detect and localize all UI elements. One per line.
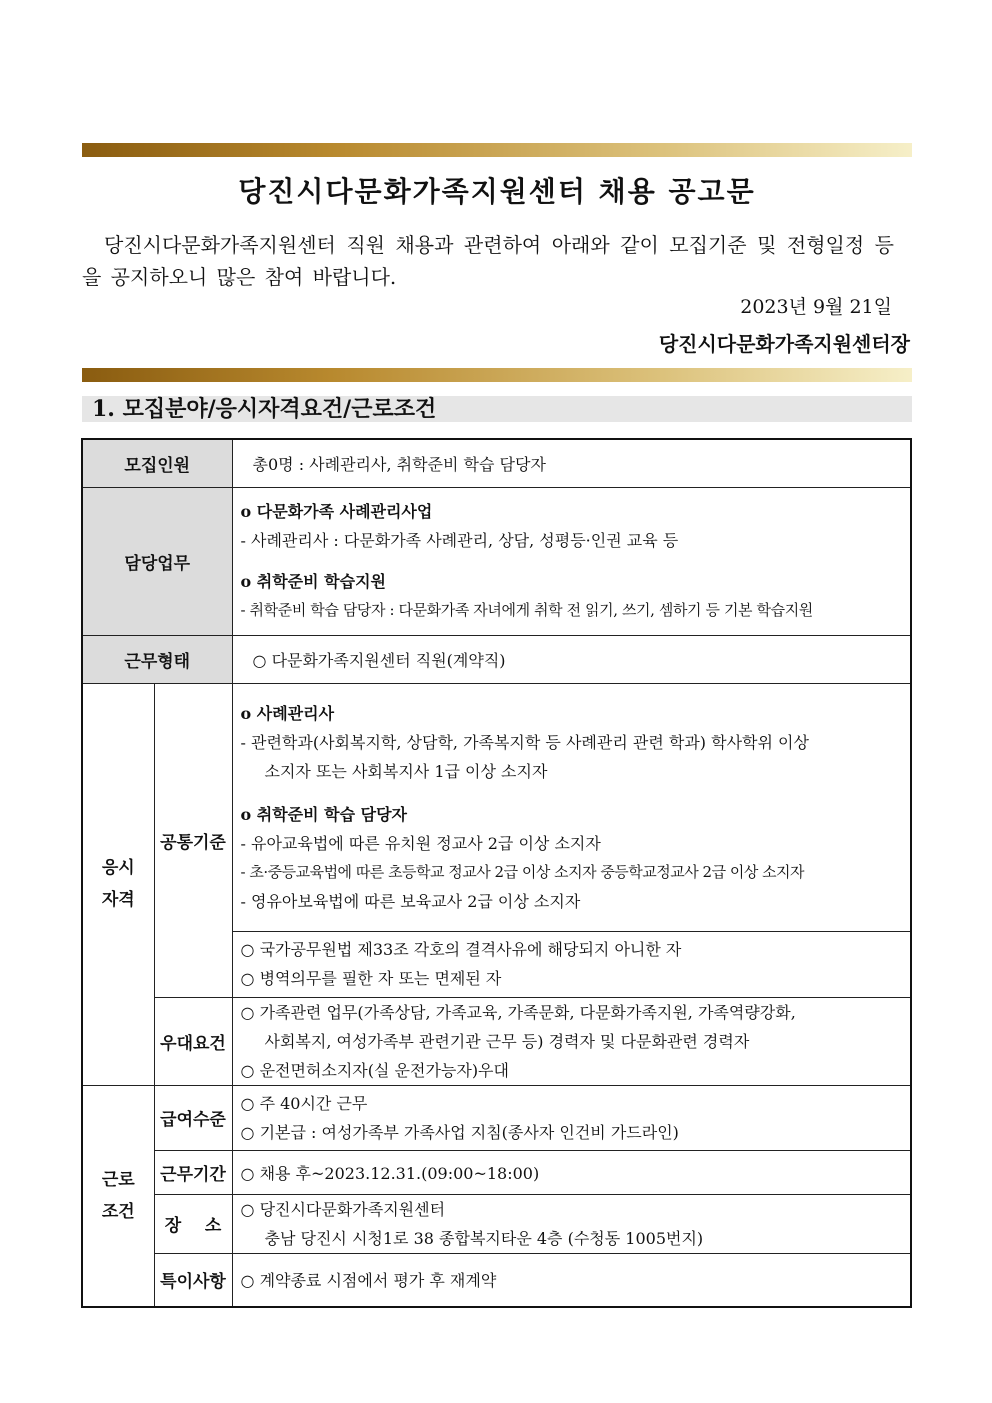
pay-label: 급여수준 xyxy=(154,1085,232,1150)
qual-line-1b: 소지자 또는 사회복지사 1급 이상 소지자 xyxy=(264,761,548,781)
duties-line-1: - 사례관리사 : 다문화가족 사례관리, 상담, 성평등·인권 교육 등 xyxy=(240,531,679,550)
pref-line-3: ○ 운전면허소지자(실 운전가능자)우대 xyxy=(240,1060,509,1080)
qual-line-2a: - 유아교육법에 따른 유치원 정교사 2급 이상 소지자 xyxy=(240,833,601,853)
row-worktype xyxy=(82,635,911,683)
pref-line-2: 사회복지, 여성가족부 관련기관 근무 등) 경력자 및 다문화관련 경력자 xyxy=(264,1031,750,1051)
note-value: ○ 계약종료 시점에서 평가 후 재계약 xyxy=(232,1253,911,1307)
row-period xyxy=(82,1150,911,1194)
period-label: 근무기간 xyxy=(154,1150,232,1194)
qual-line-2b: - 초·중등교육법에 따른 초등학교 정교사 2급 이상 소지자 중등학교정교사 2급 이상 소지자 xyxy=(240,862,805,881)
notice-date: 2023년 9월 21일 xyxy=(740,296,892,318)
qual-label xyxy=(82,683,154,1085)
worktype-value: ○ 다문화가족지원센터 직원(계약직) xyxy=(232,635,911,683)
duties-label: 담당업무 xyxy=(82,487,232,635)
top-decorative-bar xyxy=(82,143,912,157)
recruit-value: 총0명 : 사례관리사, 취학준비 학습 담당자 xyxy=(232,439,911,487)
qual-heading-2: o 취학준비 학습 담당자 xyxy=(240,804,408,824)
pay-content xyxy=(232,1085,911,1150)
preference-label: 우대요건 xyxy=(154,997,232,1085)
qual-label-1: 응시 xyxy=(101,858,135,878)
recruitment-table xyxy=(81,438,912,1308)
general-line-1: ○ 국가공무원법 제33조 각호의 결격사유에 해당되지 아니한 자 xyxy=(240,940,682,959)
duties-heading-1: o 다문화가족 사례관리사업 xyxy=(240,502,433,521)
worktype-label: 근무형태 xyxy=(82,635,232,683)
qual-line-2c: - 영유아보육법에 따른 보육교사 2급 이상 소지자 xyxy=(240,891,581,911)
cond-label-1: 근로 xyxy=(101,1169,135,1190)
intro-paragraph: 당진시다문화가족지원센터 직원 채용과 관련하여 아래와 같이 모집기준 및 전형일정 등을 공지하오니 많은 참여 바랍니다. xyxy=(82,233,894,289)
section-heading: 1. 모집분야/응시자격요건/근로조건 xyxy=(82,396,912,422)
common-criteria-content xyxy=(232,683,911,931)
pref-line-1: ○ 가족관련 업무(가족상담, 가족교육, 가족문화, 다문화가족지원, 가족역량강화, xyxy=(240,1002,796,1022)
row-recruit xyxy=(82,439,911,487)
place-line-1: ○ 당진시다문화가족지원센터 xyxy=(240,1199,446,1219)
qual-label-2: 자격 xyxy=(101,890,135,910)
qual-line-1a: - 관련학과(사회복지학, 상담학, 가족복지학 등 사례관리 관련 학과) 학사학위 이상 xyxy=(240,732,809,752)
recruit-label: 모집인원 xyxy=(82,439,232,487)
place-label: 장 소 xyxy=(154,1194,232,1253)
place-content xyxy=(232,1194,911,1253)
duties-heading-2: o 취학준비 학습지원 xyxy=(240,572,386,591)
period-value: ○ 채용 후~2023.12.31.(09:00~18:00) xyxy=(232,1150,911,1194)
row-note xyxy=(82,1253,911,1307)
general-criteria-content xyxy=(232,931,911,997)
bottom-decorative-bar xyxy=(82,368,912,382)
general-line-2: ○ 병역의무를 필한 자 또는 면제된 자 xyxy=(240,969,502,988)
row-qual-common xyxy=(82,683,911,931)
row-qual-pref xyxy=(82,997,911,1085)
page-title: 당진시다문화가족지원센터 채용 공고문 xyxy=(238,175,756,208)
signer: 당진시다문화가족지원센터장 xyxy=(658,332,910,356)
preference-content xyxy=(232,997,911,1085)
duties-content xyxy=(232,487,911,635)
qual-heading-1: o 사례관리사 xyxy=(240,703,335,723)
conditions-label xyxy=(82,1085,154,1307)
note-label: 특이사항 xyxy=(154,1253,232,1307)
pay-line-1: ○ 주 40시간 근무 xyxy=(240,1093,368,1113)
duties-line-2: - 취학준비 학습 담당자 : 다문화가족 자녀에게 취학 전 읽기, 쓰기, 셈하기 등 기본 학습지원 xyxy=(240,601,813,619)
row-place xyxy=(82,1194,911,1253)
common-criteria-label: 공통기준 xyxy=(154,683,232,997)
row-pay xyxy=(82,1085,911,1150)
place-line-2: 충남 당진시 시청1로 38 종합복지타운 4층 (수청동 1005번지) xyxy=(264,1228,704,1248)
row-duties xyxy=(82,487,911,635)
cond-label-2: 조건 xyxy=(101,1201,135,1222)
pay-line-2: ○ 기본급 : 여성가족부 가족사업 지침(종사자 인건비 가드라인) xyxy=(240,1122,679,1142)
